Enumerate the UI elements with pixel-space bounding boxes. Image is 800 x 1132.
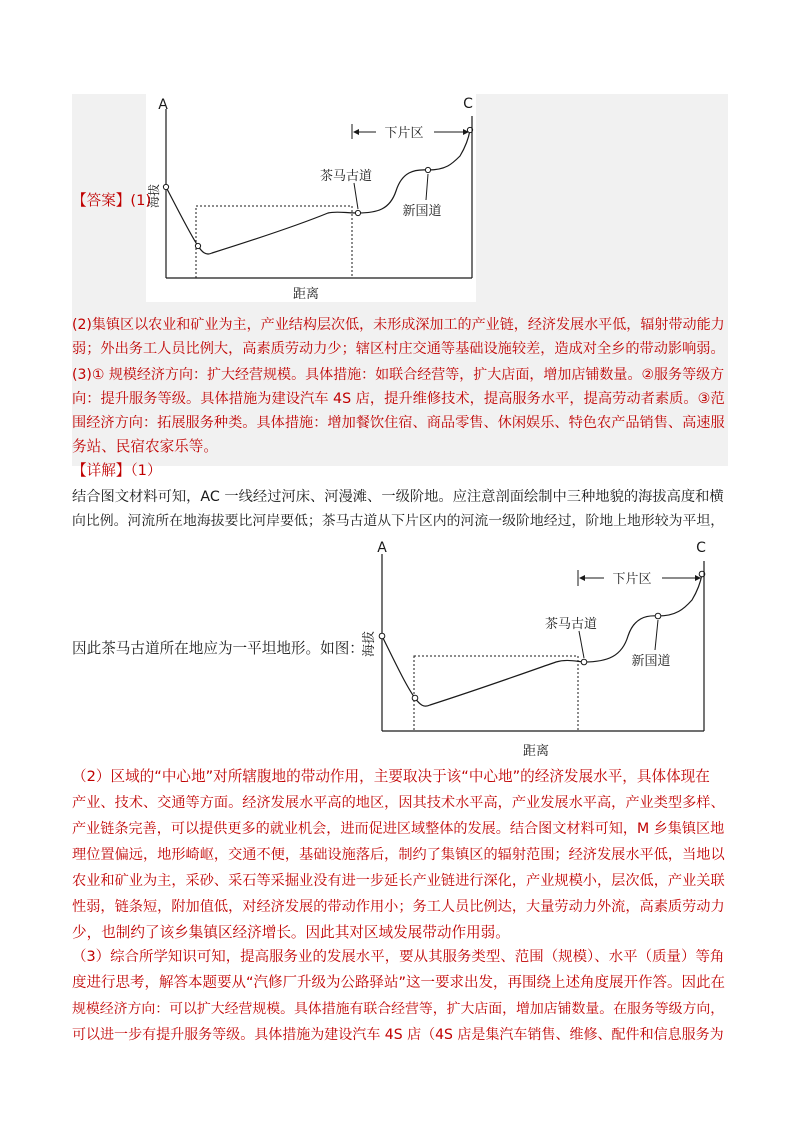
detail-p2-line-6: 性弱，链条短，附加值低，对经济发展的带动作用小；务工人员比例达，大量劳动力外流，高素质劳动力 [72,899,725,915]
answer-tag: 【答案】 [72,192,131,209]
answer-part3-line-3: 围经济方向：拓展服务种类。具体措施：增加餐饮住宿、商品零售、休闲娱乐、特色农产品销售、高速服 [72,415,725,431]
dashed-frame [414,656,578,731]
old-road-marker [581,659,587,665]
point-a-marker [163,184,168,189]
point-a-label: A [158,97,168,113]
section-arrowhead-left [353,129,359,135]
answer-heading [72,192,728,210]
riverbed-marker [195,243,200,248]
detail-p2-line-1: （2）区域的“中心地”对所辖腹地的带动作用，主要取决于该“中心地”的经济发展水平，具体体现在 [72,768,710,785]
answer-part3-line-2: 向：提升服务等级。具体措施为建设汽车 4S 店，提升维修技术，提高服务水平，提高劳动者素质。③范 [72,391,725,407]
answer-part3-line-1: (3)① 规模经济方向：扩大经营规模。具体措施：如联合经营等，扩大店面，增加店铺数量。②服务等级方 [72,367,725,383]
detail-p3-line-2: 度进行思考，解答本题要从“汽修厂升级为公路驿站”这一要求出发，再围绕上述角度展开作答。因此在 [72,975,726,991]
detail-p2-line-5: 农业和矿业为主，采砂、采石等采掘业没有进一步延长产业链进行深化，产业规模小，层次低，产业关联 [72,873,725,889]
new-road-label: 新国道 [402,204,442,219]
detail-p2-line-3: 产业链条完善，可以提供更多的就业机会，进而促进区域整体的发展。结合图文材料可知，M 乡集镇区地 [72,821,725,837]
detail-p2-line-7: 少，也制约了该乡集镇区经济增长。因此其对区域发展带动作用弱。 [72,924,510,941]
point-c-label: C [463,96,473,112]
x-axis-label: 距离 [292,287,320,302]
detail-p3-line-4: 可以进一步有提升服务等级。具体措施为建设汽车 4S 店（4S 店是集汽车销售、维修、配件和信息服务为 [72,1027,724,1043]
new-road-marker [655,613,661,619]
point-a-marker [379,633,385,639]
detail-p3-line-3: 规模经济方向：可以扩大经营规模。具体措施有联合经营等，扩大店面，增加店铺数量。在服务等级方向， [72,1001,725,1017]
y-axis-label: 海拔 [362,630,377,658]
answer-part3-line-4: 务站、民宿农家乐等。 [72,438,218,455]
y-axis-label: 海拔 [147,183,161,209]
section-label: 下片区 [384,126,424,141]
detail-p1-line-1: 结合图文材料可知，AC 一线经过河床、河漫滩、一级阶地。应注意剖面绘制中三种地貌的海拔高度和横 [72,489,724,505]
detail-p2-line-4: 理位置偏远，地形崎岖，交通不便，基础设施落后，制约了集镇区的辐射范围；经济发展水平低，当地以 [72,847,725,863]
detail-p1-line-2: 向比例。河流所在地海拔要比河岸要低；茶马古道从下片区内的河流一级阶地经过，阶地上地形较为平坦， [72,513,725,529]
old-road-marker [355,210,360,215]
detail-p1-end: 因此茶马古道所在地应为一平坦地形。如图： [72,640,364,657]
answer-part2-line-2: 弱；外出务工人员比例大，高素质劳动力少；辖区村庄交通等基础设施较差，造成对全乡的带动影响弱。 [72,341,725,357]
point-a-label: A [377,540,387,556]
section-arrowhead-left [579,575,585,581]
x-axis-label: 距离 [522,744,550,759]
detail-p3-line-1: （3）综合所学知识可知，提高服务业的发展水平，要从其服务类型、范围（规模）、水平（质量）等角 [72,949,725,965]
new-road-label: 新国道 [631,654,671,669]
dashed-frame [196,206,352,278]
detail-tag: 【详解】（1） [72,462,162,479]
old-road-label: 茶马古道 [544,617,598,632]
point-c-label: C [696,540,706,556]
new-road-marker [425,167,430,172]
section-label: 下片区 [612,572,652,587]
detail-p2-line-2: 产业、技术、交通等方面。经济发展水平高的地区，因其技术水平高，产业发展水平高，产业类型多样、 [72,795,725,811]
old-road-label: 茶马古道 [319,169,373,184]
answer-part2-line-1: (2)集镇区以农业和矿业为主，产业结构层次低，未形成深加工的产业链，经济发展水平低，辐射带动能力 [72,317,725,333]
answer-part1-label: (1) [130,192,152,209]
riverbed-marker [412,695,418,701]
